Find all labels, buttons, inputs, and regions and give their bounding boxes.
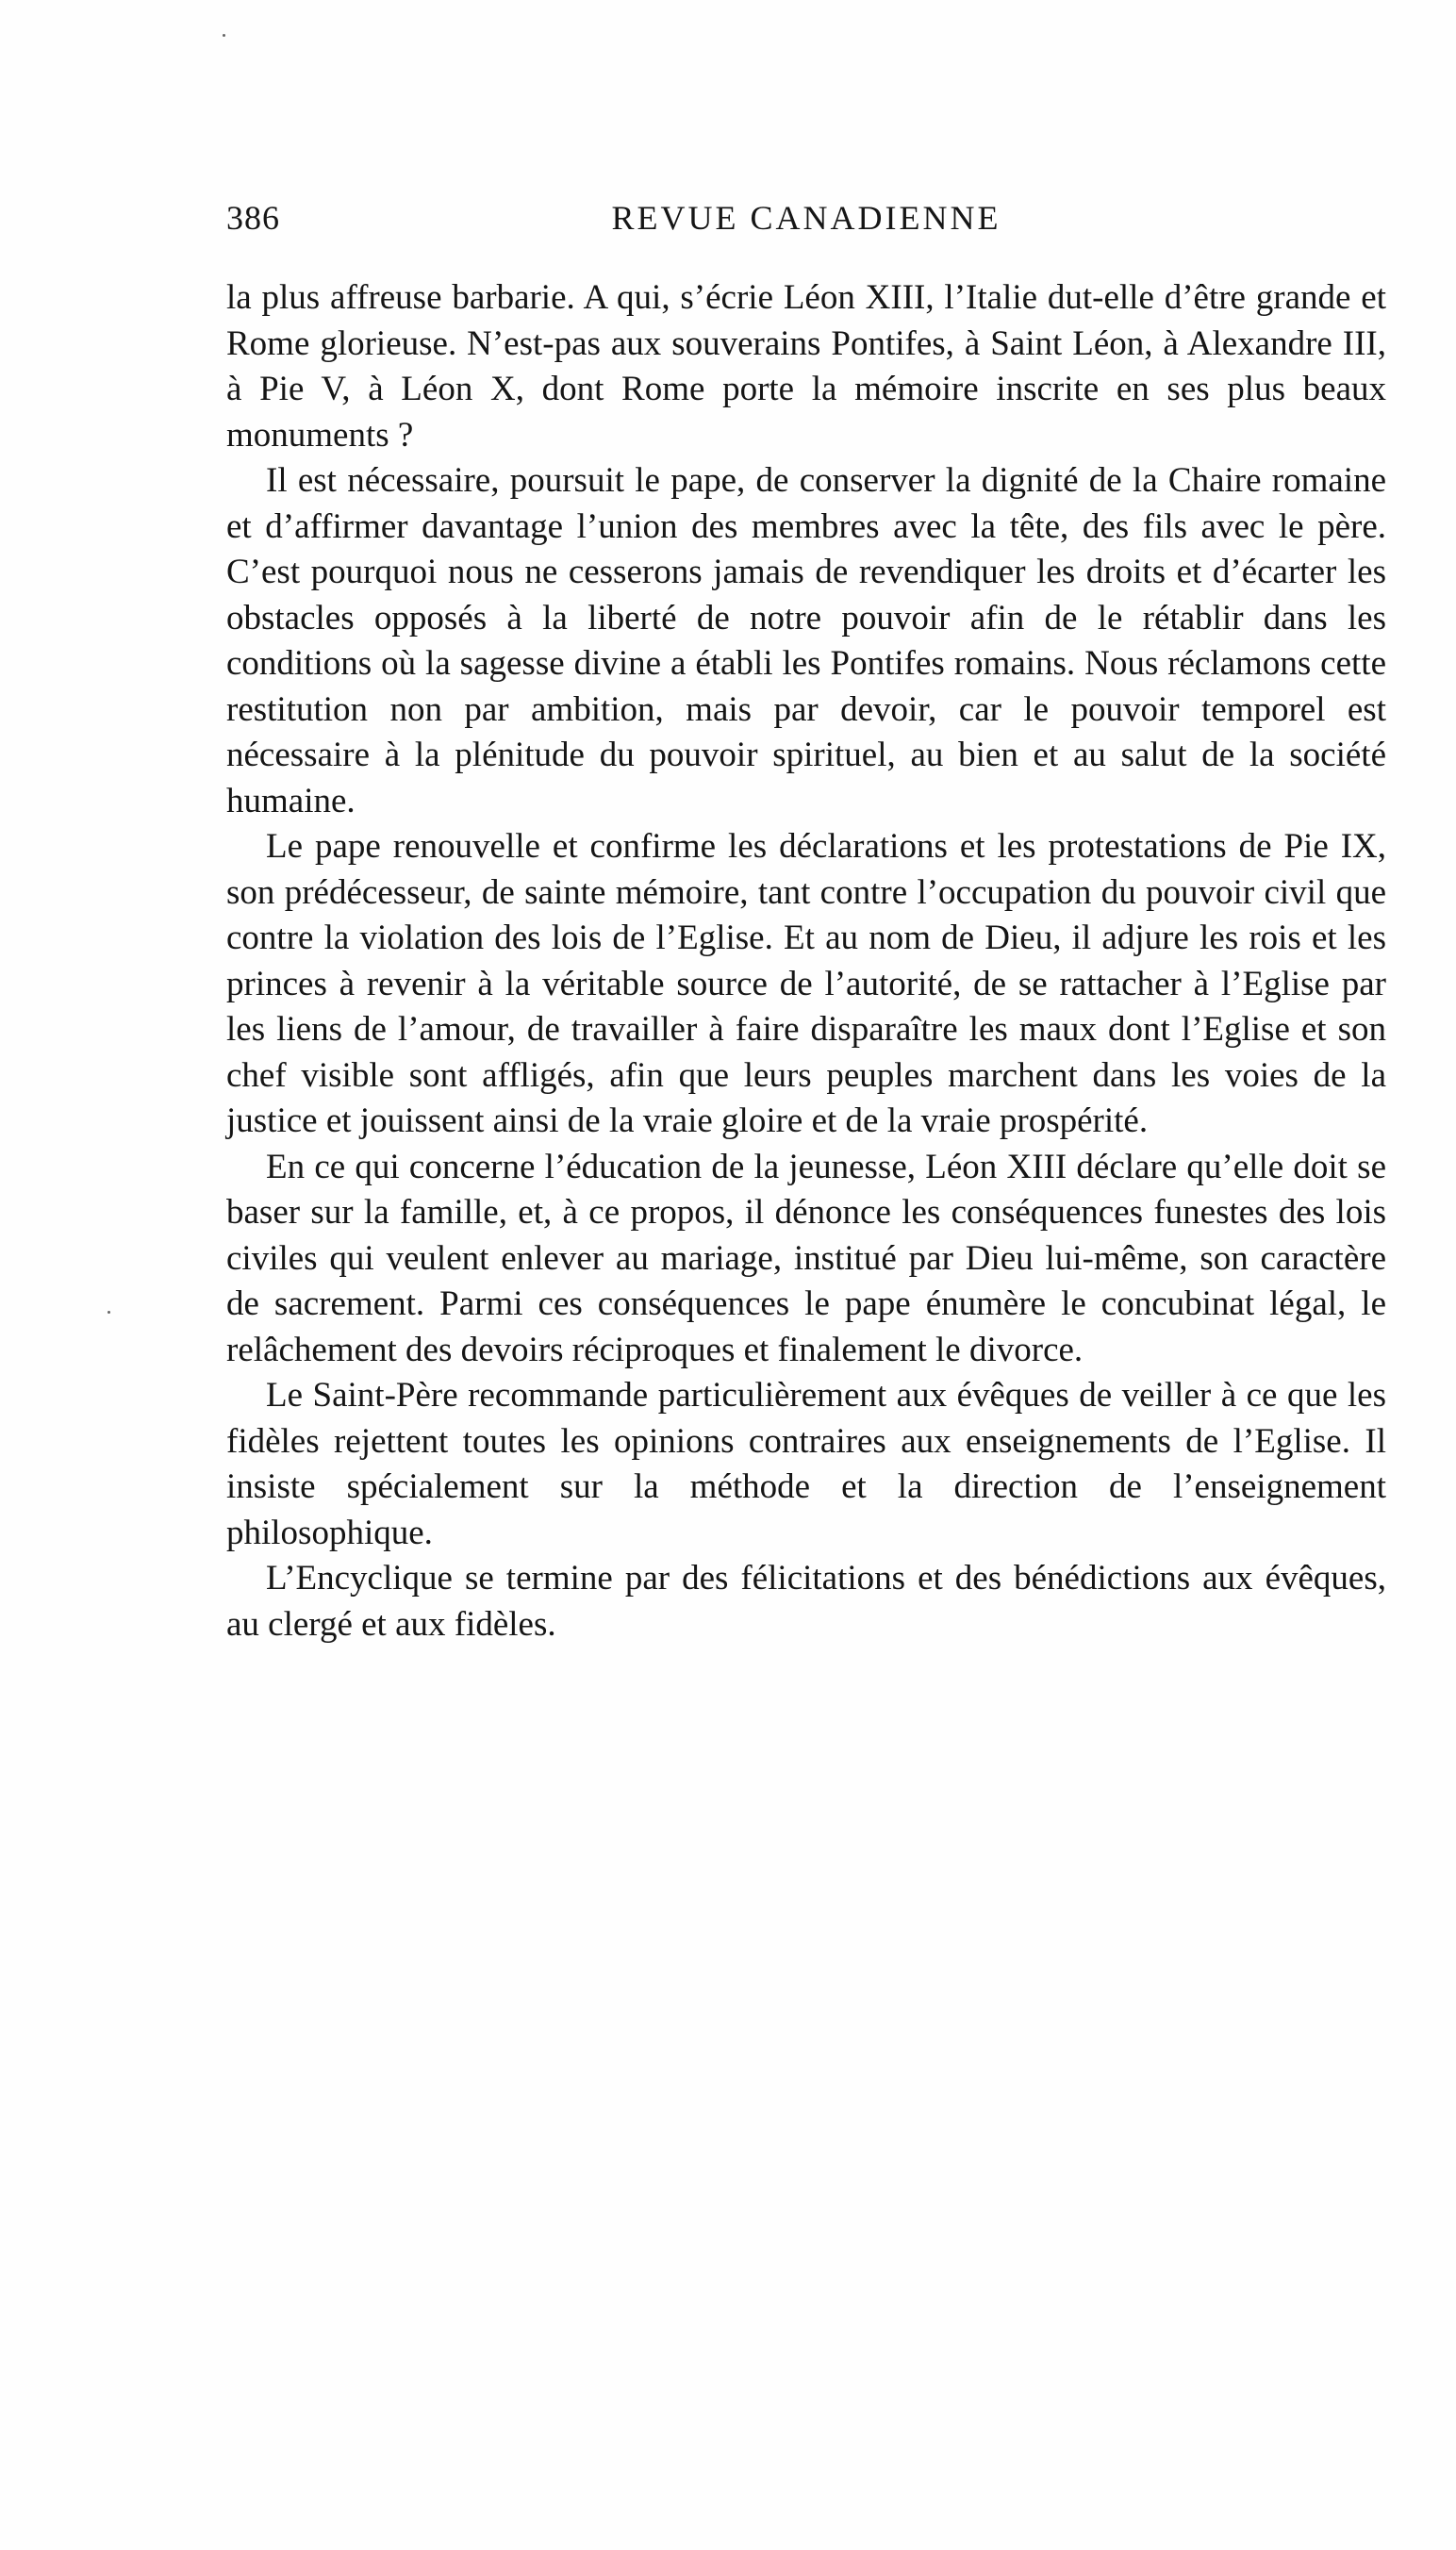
- running-head: REVUE CANADIENNE: [611, 199, 1001, 237]
- print-speck: [223, 34, 225, 37]
- paragraph: Il est nécessaire, poursuit le pape, de conserver la dignité de la Chaire romaine et d’affirmer davantage l’union des membres avec la tête, des fils avec le père. C’est pourquoi nous ne cesserons jamais de revendiquer les droits et d’écarter les obstacles opposés à la liberté de notre pouvoir afin de le rétablir dans les conditions où la sagesse divine a établi les Pontifes romains. Nous réclamons cette restitution non par ambition, mais par devoir, car le pouvoir temporel est nécessaire à la plénitude du pouvoir spirituel, au bien et au salut de la société humaine.: [226, 461, 1386, 820]
- paragraph: Le Saint-Père recommande particulièrement aux évêques de veiller à ce que les fidèles rejettent toutes les opinions contraires aux enseignements de l’Eglise. Il insiste spécialement sur la méthode et la direction de l’enseignement philosophique.: [226, 1376, 1386, 1552]
- page-header: [226, 198, 1386, 255]
- page-number: 386: [226, 199, 280, 237]
- paragraph: Le pape renouvelle et confirme les déclarations et les protestations de Pie IX, son prédécesseur, de sainte mémoire, tant contre l’occupation du pouvoir civil que contre la violation des lois de l’Eglise. Et au nom de Dieu, il adjure les rois et les princes à revenir à la véritable source de l’autorité, de se rattacher à l’Eglise par les liens de l’amour, de travailler à faire disparaître les maux dont l’Eglise et son chef visible sont affligés, afin que leurs peuples marchent dans les voies de la justice et jouissent ainsi de la vraie gloire et de la vraie prospérité.: [226, 827, 1386, 1140]
- paragraph: L’Encyclique se termine par des félicitations et des bénédictions aux évêques, au clergé et aux fidèles.: [226, 1559, 1386, 1644]
- paragraph: la plus affreuse barbarie. A qui, s’écrie Léon XIII, l’Italie dut-elle d’être grande et Rome glorieuse. N’est-pas aux souverains Pontifes, à Saint Léon, à Alexandre III, à Pie V, à Léon X, dont Rome porte la mémoire inscrite en ses plus beaux monuments ?: [226, 278, 1386, 455]
- body-text: [226, 275, 1386, 1648]
- print-speck: [108, 1311, 110, 1314]
- paragraph: En ce qui concerne l’éducation de la jeunesse, Léon XIII déclare qu’elle doit se baser sur la famille, et, à ce propos, il dénonce les conséquences funestes des lois civiles qui veulent enlever au mariage, institué par Dieu lui-même, son caractère de sacrement. Parmi ces conséquences le pape énumère le concubinat légal, le relâchement des devoirs réciproques et finalement le divorce.: [226, 1147, 1386, 1369]
